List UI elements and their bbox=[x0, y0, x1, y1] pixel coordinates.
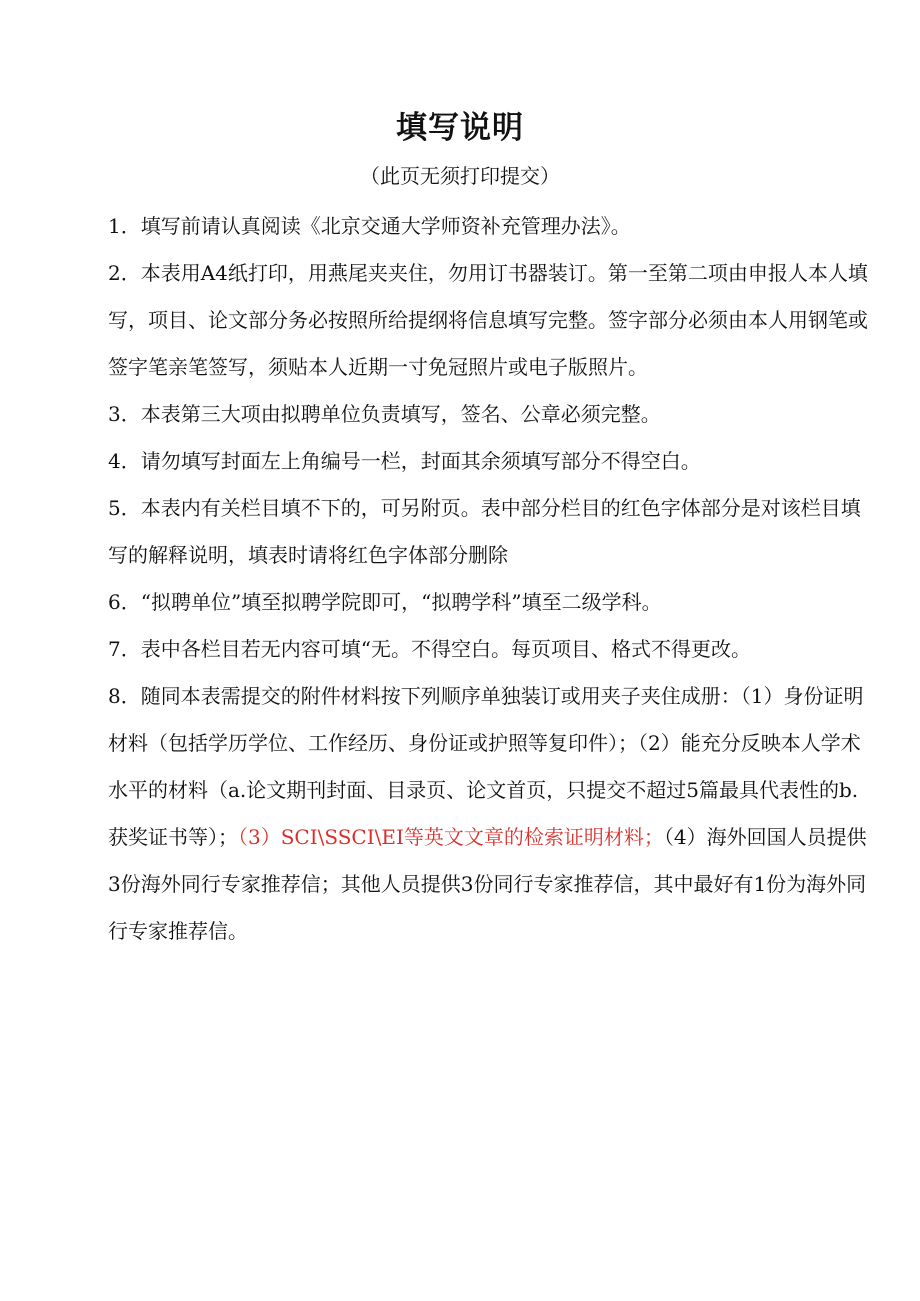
page-subtitle: （此页无须打印提交） bbox=[360, 164, 560, 188]
instruction-item-3: 3．本表第三大项由拟聘单位负责填写，签名、公章必须完整。 bbox=[108, 402, 661, 426]
instruction-item-6: 6．“拟聘单位”填至拟聘学院即可，“拟聘学科”填至二级学科。 bbox=[108, 590, 662, 614]
instruction-item-1: 1．填写前请认真阅读《北京交通大学师资补充管理办法》。 bbox=[108, 214, 631, 238]
instruction-item-7: 7．表中各栏目若无内容可填“无。不得空白。每页项目、格式不得更改。 bbox=[108, 637, 751, 661]
instruction-item-8-part3: （4）海外回国人员提供3份海外同行专家推荐信；其他人员提供3份同行专家推荐信，其中最好有1份为海外同行专家推荐信。 bbox=[108, 825, 867, 943]
instruction-item-4: 4．请勿填写封面左上角编号一栏，封面其余须填写部分不得空白。 bbox=[108, 449, 701, 473]
instruction-item-2: 2．本表用A4纸打印，用燕尾夹夹住，勿用订书器装订。第一至第二项由申报人本人填写，项目、论文部分务必按照所给提纲将信息填写完整。签字部分必须由本人用钢笔或签字笔亲笔签写，须贴本人近期一寸免冠照片或电子版照片。 bbox=[108, 261, 868, 379]
instruction-list bbox=[108, 203, 868, 955]
instruction-item-5: 5．本表内有关栏目填不下的，可另附页。表中部分栏目的红色字体部分是对该栏目填写的解释说明，填表时请将红色字体部分删除 bbox=[108, 496, 861, 567]
instruction-item-8-red-note: （3）SCI\SSCI\EI等英文文章的检索证明材料； bbox=[238, 825, 664, 849]
page-title: 填写说明 bbox=[396, 110, 524, 146]
instruction-item-8 bbox=[108, 673, 868, 955]
instruction-item-8-part1: 8．随同本表需提交的附件材料按下列顺序单独装订或用夹子夹住成册：（1）身份证明材料（包括学历学位、工作经历、身份证或护照等复印件）；（2）能充分反映本人学术水平的材料（a.论文期刊封面、目录页、论文首页，只提交不超过5篇最具代表性的b.获奖证书等）； bbox=[108, 684, 864, 849]
